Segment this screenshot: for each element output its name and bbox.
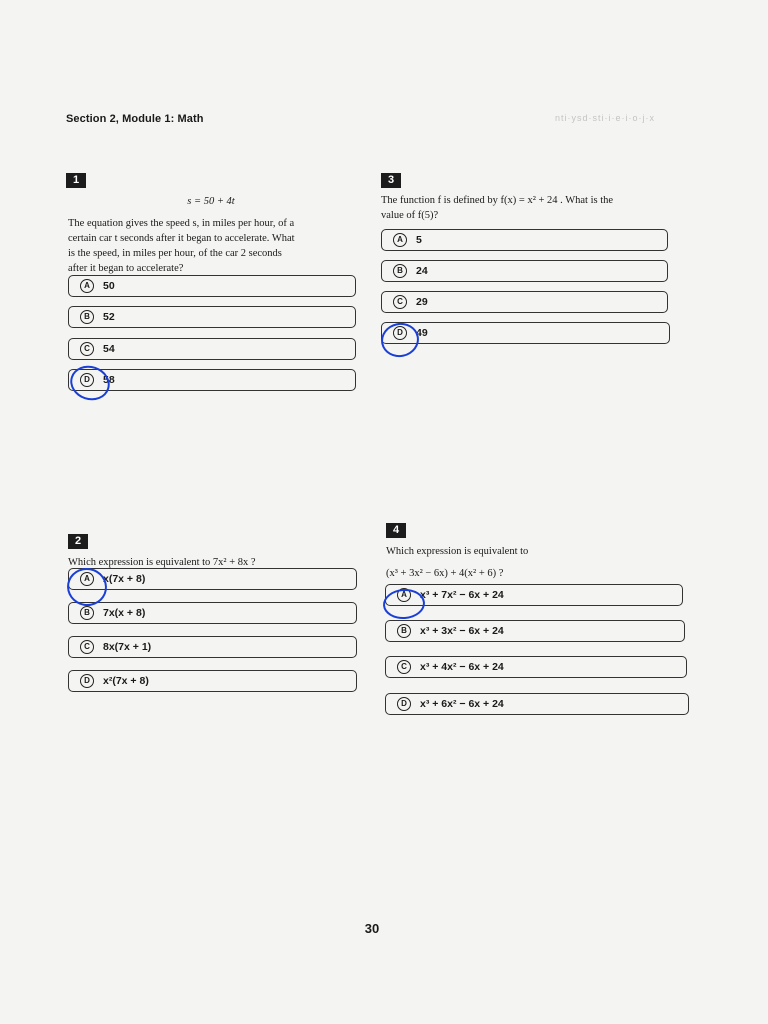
question-3-text xyxy=(381,193,681,223)
q3-choice-c[interactable] xyxy=(381,291,668,313)
q2-choice-b[interactable] xyxy=(68,602,357,624)
question-4-text xyxy=(386,544,686,581)
choice-text: 49 xyxy=(416,327,428,339)
choice-text: 50 xyxy=(103,280,115,292)
question-3-line: value of f(5)? xyxy=(381,210,439,221)
choice-letter-d: D xyxy=(393,326,407,340)
q1-choice-c[interactable] xyxy=(68,338,356,360)
choice-letter-c: C xyxy=(393,295,407,309)
q4-choice-a[interactable] xyxy=(385,584,683,606)
question-1-line: is the speed, in miles per hour, of the car 2 seconds xyxy=(68,248,282,259)
q4-choice-b[interactable] xyxy=(385,620,685,642)
faint-header-text: nti·ysd·sti·i·e·i·o·j·x xyxy=(555,113,655,123)
q3-choice-a[interactable] xyxy=(381,229,668,251)
choice-text: x³ + 7x² − 6x + 24 xyxy=(420,589,504,601)
choice-letter-d: D xyxy=(397,697,411,711)
choice-letter-c: C xyxy=(80,342,94,356)
question-1-text xyxy=(68,216,360,276)
question-1-line: The equation gives the speed s, in miles per hour, of a xyxy=(68,218,295,229)
q1-choice-a[interactable] xyxy=(68,275,356,297)
q2-choice-d[interactable] xyxy=(68,670,357,692)
choice-text: x²(7x + 8) xyxy=(103,675,149,687)
choice-letter-b: B xyxy=(80,310,94,324)
q2-choice-a[interactable] xyxy=(68,568,357,590)
choice-text: 52 xyxy=(103,311,115,323)
choice-letter-a: A xyxy=(80,572,94,586)
q1-choice-b[interactable] xyxy=(68,306,356,328)
question-2-line: Which expression is equivalent to 7x² + 8x ? xyxy=(68,557,256,568)
choice-text: x³ + 6x² − 6x + 24 xyxy=(420,698,504,710)
q2-choice-c[interactable] xyxy=(68,636,357,658)
q4-choice-d[interactable] xyxy=(385,693,689,715)
choice-text: 54 xyxy=(103,343,115,355)
question-1-line: after it began to accelerate? xyxy=(68,263,184,274)
choice-text: 5 xyxy=(416,234,422,246)
choice-text: 7x(x + 8) xyxy=(103,607,146,619)
choice-text: x³ + 4x² − 6x + 24 xyxy=(420,661,504,673)
choice-text: x³ + 3x² − 6x + 24 xyxy=(420,625,504,637)
choice-text: 24 xyxy=(416,265,428,277)
choice-letter-a: A xyxy=(80,279,94,293)
choice-text: 8x(7x + 1) xyxy=(103,641,152,653)
question-2-number: 2 xyxy=(68,534,88,549)
q4-choice-c[interactable] xyxy=(385,656,687,678)
question-4-number: 4 xyxy=(386,523,406,538)
question-4-line: Which expression is equivalent to xyxy=(386,546,529,557)
question-1-equation: s = 50 + 4t xyxy=(187,196,235,207)
choice-letter-c: C xyxy=(80,640,94,654)
choice-letter-b: B xyxy=(397,624,411,638)
question-1-number: 1 xyxy=(66,173,86,188)
choice-letter-a: A xyxy=(393,233,407,247)
question-1-line: certain car t seconds after it began to accelerate. What xyxy=(68,233,295,244)
choice-letter-c: C xyxy=(397,660,411,674)
choice-letter-a: A xyxy=(397,588,411,602)
choice-letter-b: B xyxy=(80,606,94,620)
question-3-number: 3 xyxy=(381,173,401,188)
q3-choice-d[interactable] xyxy=(381,322,670,344)
choice-letter-d: D xyxy=(80,373,94,387)
q3-choice-b[interactable] xyxy=(381,260,668,282)
choice-letter-d: D xyxy=(80,674,94,688)
question-3-line: The function f is defined by f(x) = x² + 24 . What is the xyxy=(381,195,614,206)
choice-text: 58 xyxy=(103,374,115,386)
choice-letter-b: B xyxy=(393,264,407,278)
question-4-line: (x³ + 3x² − 6x) + 4(x² + 6) ? xyxy=(386,568,504,579)
page-number: 30 xyxy=(364,921,380,936)
section-title: Section 2, Module 1: Math xyxy=(66,113,204,125)
choice-text: 29 xyxy=(416,296,428,308)
q1-choice-d[interactable] xyxy=(68,369,356,391)
choice-text: x(7x + 8) xyxy=(103,573,146,585)
